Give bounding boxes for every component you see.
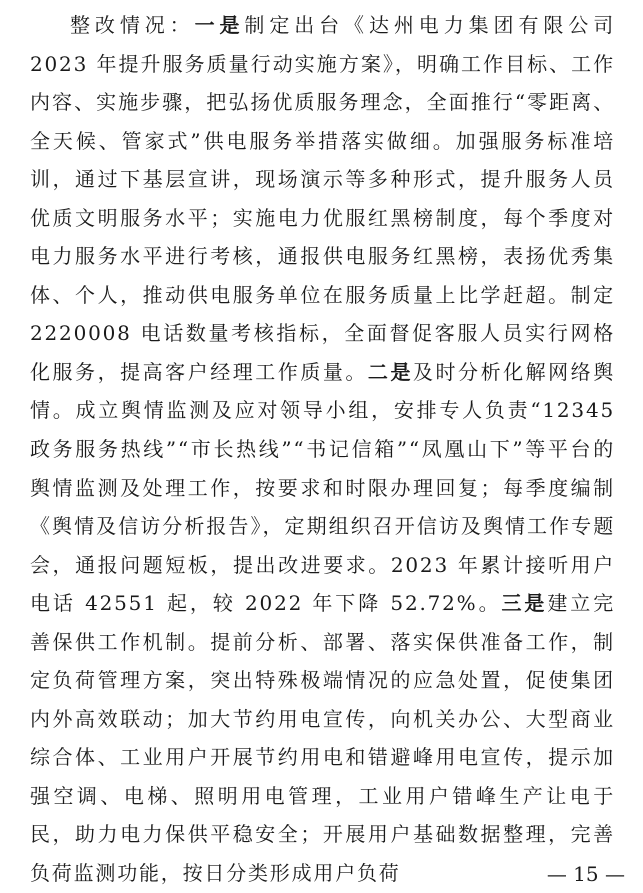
bold-marker-one: 一是 bbox=[194, 13, 245, 37]
text-segment: 整改情况： bbox=[70, 13, 195, 37]
body-paragraph bbox=[30, 6, 615, 893]
text-segment: 建立完善保供工作机制。提前分析、部署、落实保供准备工作，制定负荷管理方案，突出特殊极端情况的应急处置，促使集团内外高效联动；加大节约用电宣传，向机关办公、大型商业综合体、工业用户开展节约用电和错避峰用电宣传，提示加强空调、电梯、照明用电管理，工业用户错峰生产让电于民，助力电力保供平稳安全；开展用户基础数据整理，完善负荷监测功能，按日分类形成用户负荷 bbox=[30, 591, 615, 886]
bold-marker-three: 三是 bbox=[501, 591, 548, 616]
text-segment: 及时分析化解网络舆情。成立舆情监测及应对领导小组，安排专人负责“12345 政务服务热线”“市长热线”“书记信箱”“凤凰山下”等平台的舆情监测及处理工作，按要求和时限办理回复；每季度编制《舆情及信访分析报告》，定期组织召开信访及舆情工作专题会，通报问题短板，提出改进要求。2023 年累计接听用户电话 42551 起，较 2022 年下降 52.72%。 bbox=[30, 359, 616, 616]
page-number: — 15 — bbox=[546, 862, 625, 886]
text-segment: 制定出台《达州电力集团有限公司 2023 年提升服务质量行动实施方案》，明确工作目标、工作内容、实施步骤，把弘扬优质服务理念，全面推行“零距离、全天候、管家式”供电服务举措落实做细。加强服务标准培训，通过下基层宣讲，现场演示等多种形式，提升服务人员优质文明服务水平；实施电力优服红黑榜制度，每个季度对电力服务水平进行考核，通报供电服务红黑榜，表扬优秀集体、个人，推动供电服务单位在服务质量上比学赶超。制定 2220008 电话数量考核指标，全面督促客服人员实行网格化服务，提高客户经理工作质量。 bbox=[30, 13, 615, 384]
bold-marker-two: 二是 bbox=[367, 359, 413, 384]
